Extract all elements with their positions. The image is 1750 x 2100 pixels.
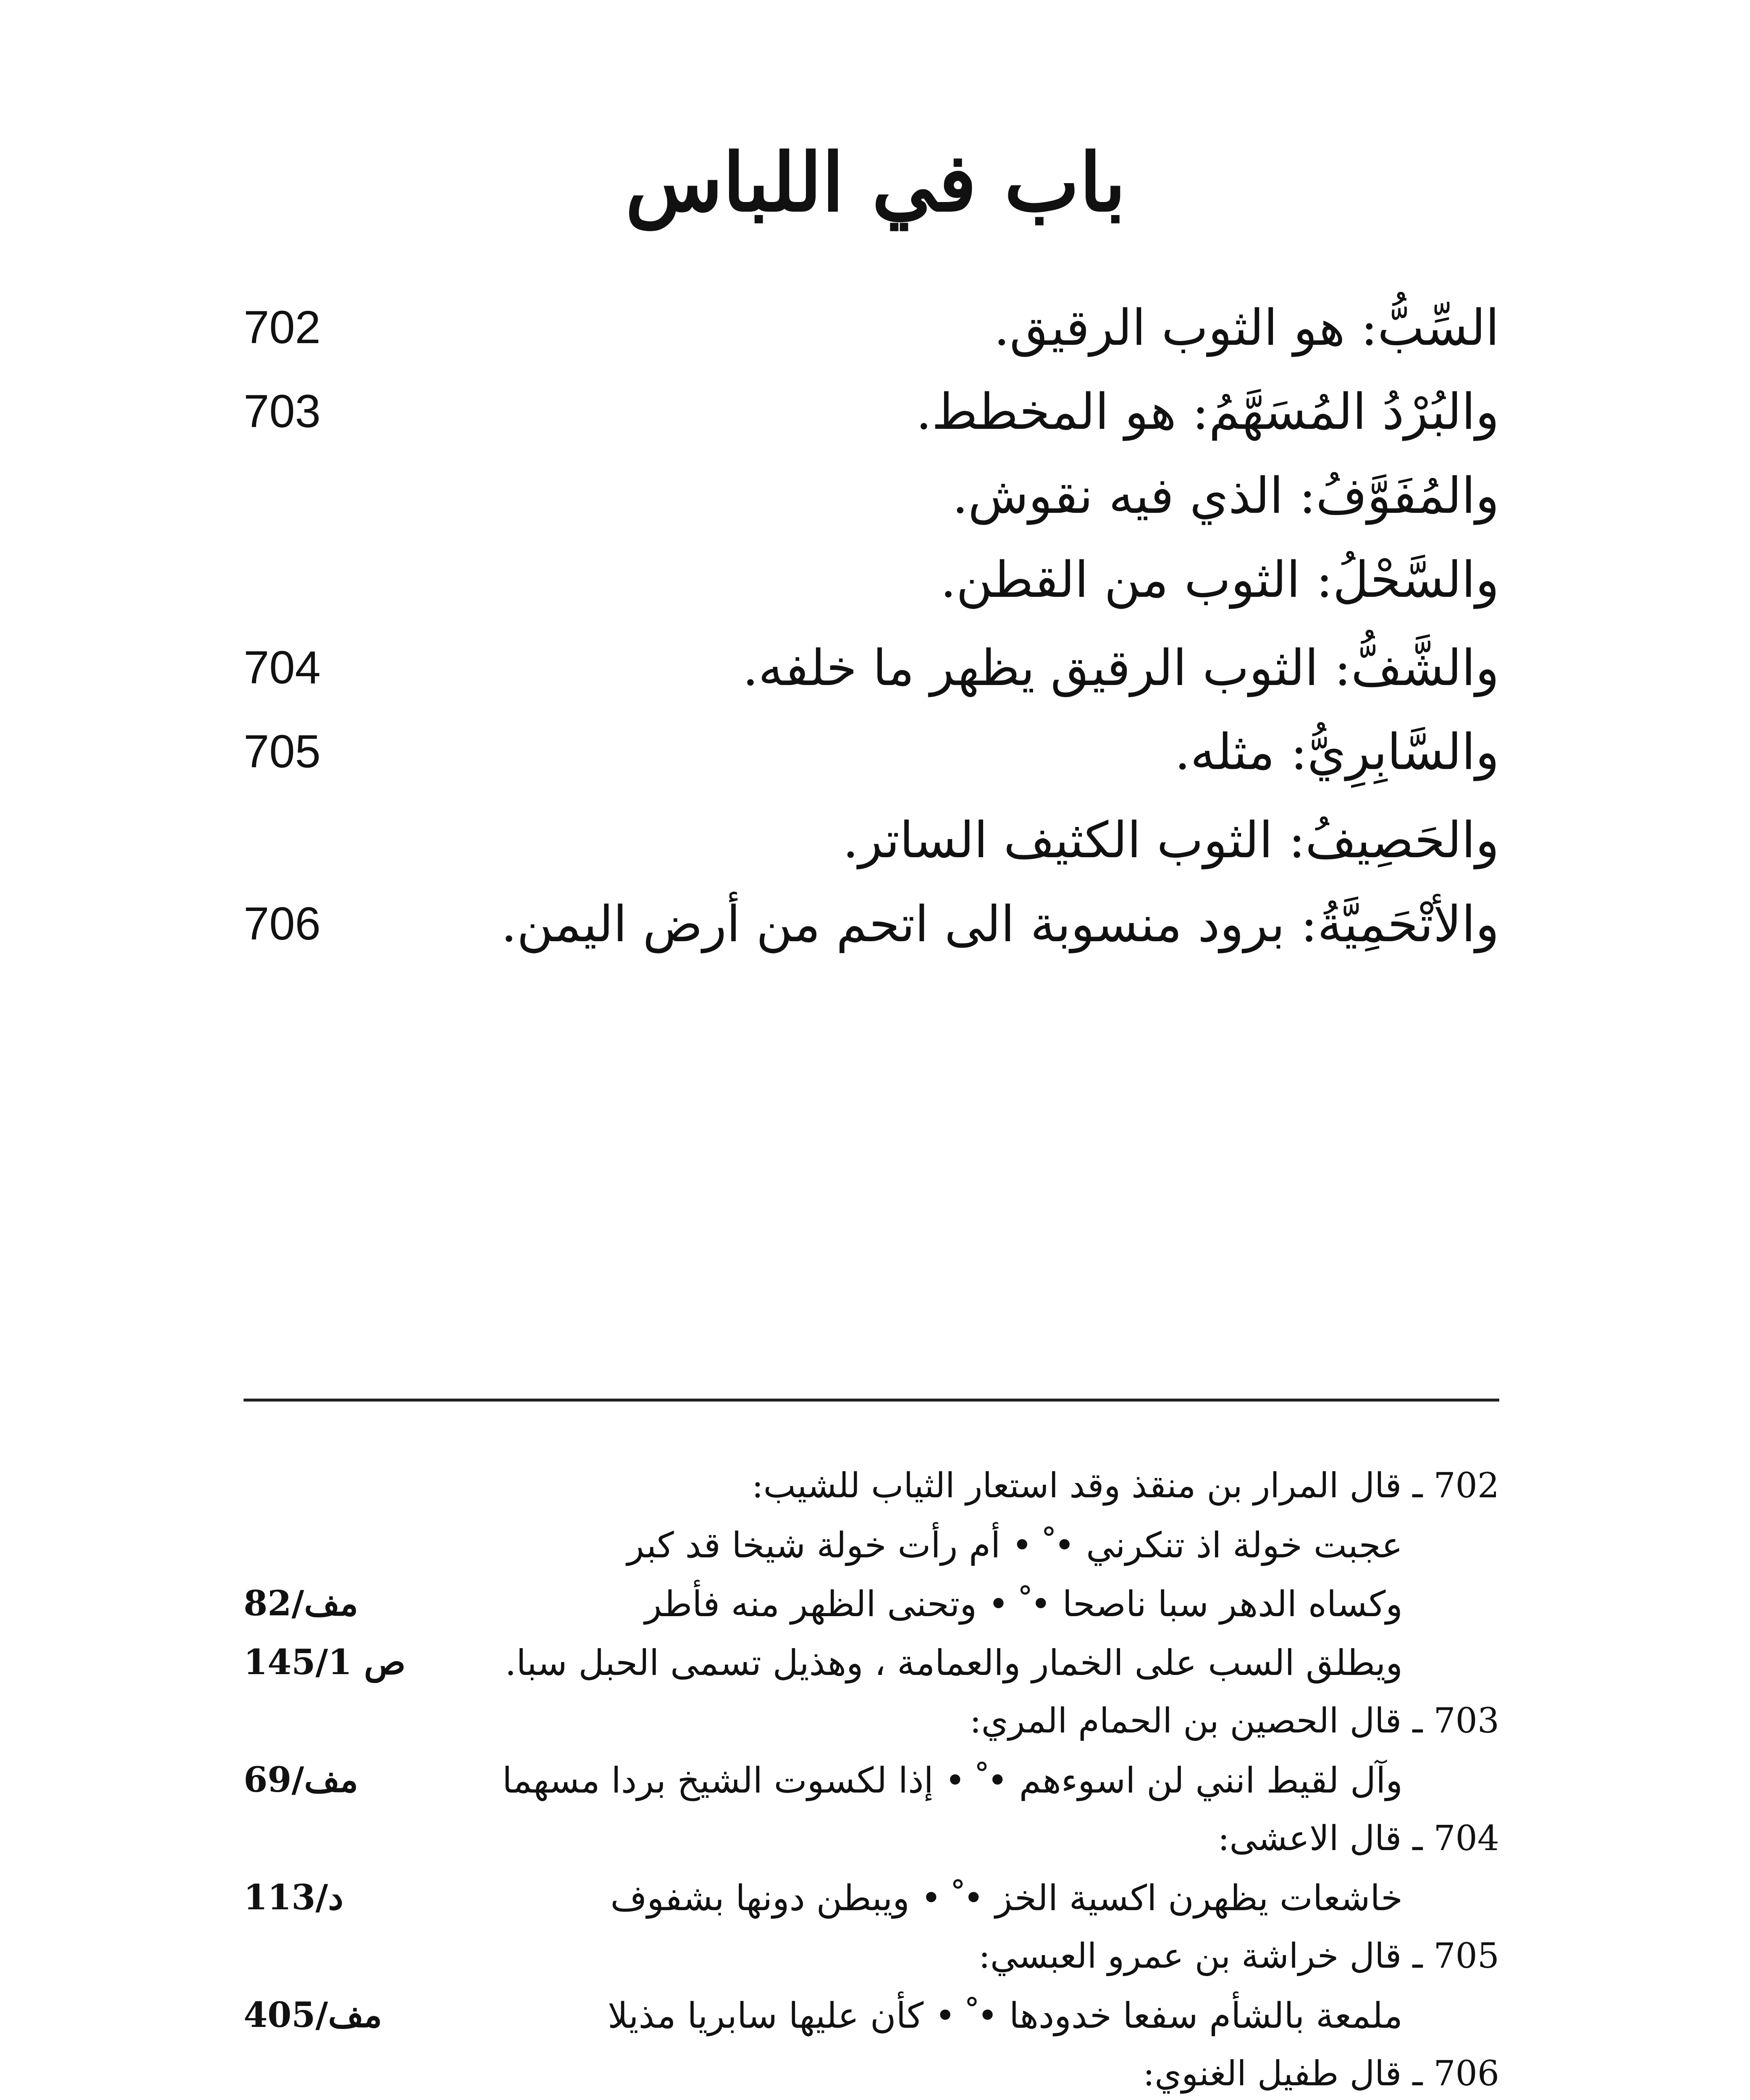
entry-row: [227, 798, 1499, 882]
footnote-text: 702 ـ قال المرار بن منقذ وقد استعار الثياب للشيب:: [752, 1466, 1499, 1506]
entry-row: [227, 286, 1499, 370]
footnote-text: 704 ـ قال الاعشى:: [1217, 1819, 1499, 1858]
footnote-ref: مف/405: [244, 1995, 382, 2035]
entry-text: والبُرْدُ المُسَهَّمُ: هو المخطط.: [916, 383, 1499, 441]
entry-text: والشَّفُّ: الثوب الرقيق يظهر ما خلفه.: [743, 639, 1499, 697]
entry-row: [227, 454, 1499, 538]
footnote-text: خاشعات يظهرن اكسية الخز • ْ • ويبطن دونها بشفوف: [610, 1877, 1403, 1919]
footnote-ref: مف/69: [244, 1760, 358, 1800]
entry-text: والسَّابِرِيُّ: مثله.: [1174, 723, 1499, 781]
footnote-text: ويطلق السب على الخمار والعمامة ، وهذيل تسمى الحبل سبا.: [505, 1642, 1403, 1683]
entry-row: [227, 538, 1499, 622]
entry-ref: 706: [244, 898, 321, 950]
entry-ref: 705: [244, 726, 321, 777]
footnote-text: 705 ـ قال خراشة بن عمرو العبسي:: [979, 1936, 1499, 1976]
entry-row: [227, 626, 1499, 710]
entry-ref: 704: [244, 642, 321, 693]
entry-text: والمُفَوَّفُ: الذي فيه نقوش.: [952, 467, 1499, 525]
footnote-text: 703 ـ قال الحصين بن الحمام المري:: [970, 1701, 1499, 1741]
page-title: باب في اللباس: [625, 136, 1126, 229]
footnote-text: ملمعة بالشأم سفعا خدودها • ْ • كأن عليها سابريا مذيلا: [607, 1995, 1403, 2036]
entry-text: والسَّحْلُ: الثوب من القطن.: [940, 551, 1499, 609]
entry-text: والأتْحَمِيَّةُ: برود منسوبة الى اتحم من أرض اليمن.: [501, 895, 1499, 953]
entry-row: [227, 710, 1499, 794]
entry-ref: 702: [244, 302, 321, 353]
entry-text: السِّبُّ: هو الثوب الرقيق.: [994, 299, 1499, 357]
entry-row: [227, 882, 1499, 966]
footnote-ref: مف/82: [244, 1583, 358, 1624]
entry-row: [227, 370, 1499, 454]
footnote-text: وكساه الدهر سبا ناصحا • ْ • وتحنى الظهر منه فأطر: [645, 1583, 1403, 1625]
footnote-ref: د/113: [244, 1877, 344, 1918]
footnote-text: وآل لقيط انني لن اسوءهم • ْ • إذا لكسوت الشيخ بردا مسهما: [502, 1760, 1403, 1801]
entry-ref: 703: [244, 386, 321, 437]
entry-text: والحَصِيفُ: الثوب الكثيف الساتر.: [842, 811, 1499, 869]
footnote-ref: ص 145/1: [244, 1642, 406, 1683]
footnote-divider: [244, 1399, 1499, 1402]
footnote-text: عجبت خولة اذ تنكرني • ْ • أم رأت خولة شيخا قد كبر: [627, 1525, 1403, 1566]
footnote-text: 706 ـ قال طفيل الغنوي:: [1143, 2054, 1499, 2094]
